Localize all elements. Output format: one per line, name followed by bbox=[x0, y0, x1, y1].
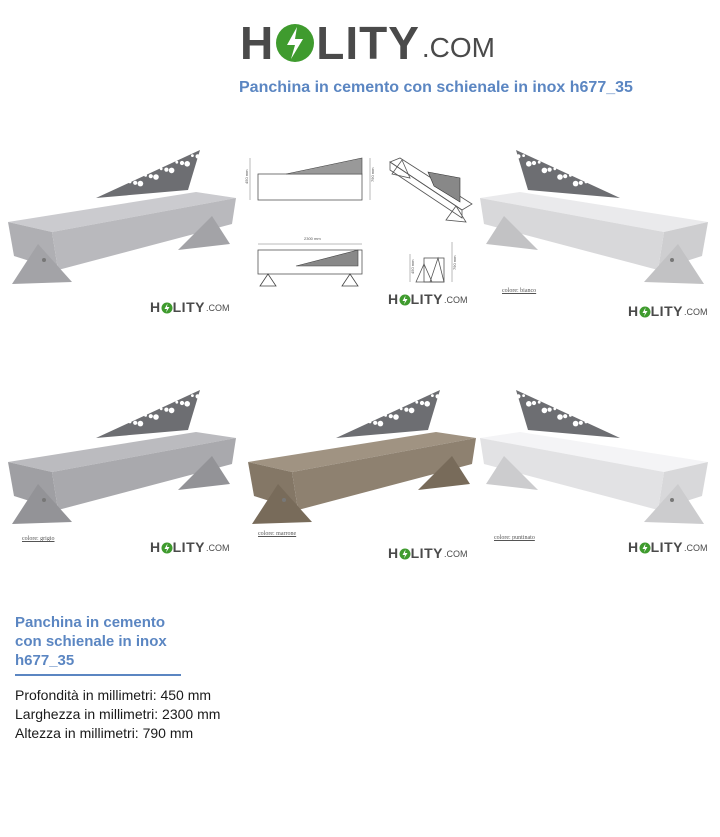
backrest-hole bbox=[538, 401, 541, 404]
backrest-hole bbox=[516, 394, 520, 398]
depth-dimension-label: 450 mm bbox=[244, 169, 249, 184]
logo-letters-lity: LITY bbox=[316, 17, 420, 69]
backrest-hole bbox=[548, 408, 552, 412]
backrest-hole bbox=[175, 401, 178, 404]
logo-letter-h: H bbox=[240, 17, 275, 69]
backrest-hole bbox=[169, 408, 175, 414]
bench-render-image bbox=[0, 372, 236, 542]
backrest-hole bbox=[184, 161, 190, 167]
backrest-hole bbox=[129, 181, 132, 184]
backrest-hole bbox=[516, 154, 520, 158]
backrest-hole bbox=[153, 174, 159, 180]
backrest-hole bbox=[557, 174, 563, 180]
front-height-label: 450 mm bbox=[410, 259, 415, 274]
spec-depth: Profondità in millimetri: 450 mm bbox=[15, 687, 212, 703]
technical-drawing[interactable] bbox=[242, 132, 478, 332]
technical-drawing-image bbox=[242, 132, 478, 302]
backrest-hole bbox=[196, 154, 200, 158]
title-divider bbox=[15, 674, 181, 676]
backrest-hole bbox=[180, 161, 184, 165]
backrest-hole bbox=[557, 414, 563, 420]
backrest-hole bbox=[553, 407, 556, 410]
backrest-panel bbox=[96, 150, 200, 198]
backrest-hole bbox=[184, 401, 190, 407]
backrest-hole bbox=[526, 161, 532, 167]
backrest-hole bbox=[133, 181, 137, 185]
backrest-panel bbox=[516, 150, 620, 198]
backrest-hole bbox=[563, 174, 567, 178]
backrest-hole bbox=[532, 161, 536, 165]
backrest-hole bbox=[409, 408, 415, 414]
backrest-hole bbox=[384, 414, 387, 417]
backrest-hole bbox=[180, 401, 184, 405]
backrest-hole bbox=[522, 394, 525, 397]
bolt bbox=[282, 498, 286, 502]
backrest-hole bbox=[160, 167, 163, 170]
backrest-hole bbox=[569, 174, 572, 177]
backrest-hole bbox=[400, 407, 403, 410]
backrest-hole bbox=[144, 414, 147, 417]
holity-logo[interactable] bbox=[240, 10, 496, 69]
backrest-hole bbox=[393, 414, 399, 420]
backrest-panel bbox=[516, 390, 620, 438]
backrest-hole bbox=[563, 414, 567, 418]
backrest-hole bbox=[164, 168, 168, 172]
backrest-hole bbox=[160, 407, 163, 410]
backrest-hole bbox=[526, 401, 532, 407]
bolt bbox=[42, 258, 46, 262]
backrest-hole bbox=[420, 401, 424, 405]
backrest-hole bbox=[431, 394, 434, 397]
backrest-hole bbox=[542, 168, 548, 174]
backrest-hole bbox=[404, 408, 408, 412]
backrest-hole bbox=[133, 421, 137, 425]
bench-photo-puntinato[interactable] bbox=[480, 372, 716, 572]
bench-photo-marrone[interactable] bbox=[240, 372, 476, 572]
backrest-hole bbox=[573, 421, 579, 427]
backrest-hole bbox=[373, 421, 377, 425]
bench-render-image bbox=[0, 132, 236, 302]
holity-watermark: H LITY .COM bbox=[388, 291, 468, 307]
holity-watermark: H LITY .COM bbox=[628, 303, 708, 319]
color-label: colore: grigio bbox=[22, 536, 55, 542]
backrest-hole bbox=[585, 181, 588, 184]
holity-watermark: H LITY .COM bbox=[150, 299, 230, 315]
backrest-hole bbox=[191, 394, 194, 397]
backrest-hole bbox=[149, 174, 153, 178]
width-dimension-label: 2300 mm bbox=[304, 236, 321, 241]
backrest-hole bbox=[378, 421, 384, 427]
backrest-panel bbox=[336, 390, 440, 438]
product-specs bbox=[15, 686, 220, 743]
holity-watermark: H LITY .COM bbox=[628, 539, 708, 555]
backrest-hole bbox=[436, 394, 440, 398]
logo-suffix: .COM bbox=[421, 32, 496, 63]
image-gallery bbox=[0, 120, 720, 570]
backrest-hole bbox=[553, 167, 556, 170]
bench-render-image bbox=[240, 372, 476, 542]
spec-height: Altezza in millimetri: 790 mm bbox=[15, 725, 194, 741]
spec-width: Larghezza in millimetri: 2300 mm bbox=[15, 706, 221, 722]
backrest-hole bbox=[191, 154, 194, 157]
color-label: colore: bianco bbox=[502, 288, 537, 294]
bench-photo-grigio[interactable] bbox=[0, 372, 236, 572]
backrest-hole bbox=[169, 168, 175, 174]
backrest-hole bbox=[538, 161, 541, 164]
backrest-hole bbox=[579, 421, 583, 425]
bench-render-image bbox=[480, 132, 716, 302]
backrest-hole bbox=[138, 421, 144, 427]
backrest-panel bbox=[96, 390, 200, 438]
bolt bbox=[670, 258, 674, 262]
backrest-hole bbox=[415, 401, 418, 404]
backrest-hole bbox=[153, 414, 159, 420]
bench-photo-bianco[interactable] bbox=[480, 132, 716, 332]
backrest-hole bbox=[138, 181, 144, 187]
backrest-hole bbox=[569, 414, 572, 417]
bolt bbox=[670, 498, 674, 502]
backrest-hole bbox=[532, 401, 536, 405]
backrest-hole bbox=[585, 421, 588, 424]
backrest-hole bbox=[542, 408, 548, 414]
backrest-hole bbox=[424, 401, 430, 407]
bench-photo-1[interactable] bbox=[0, 132, 236, 332]
backrest-hole bbox=[389, 414, 393, 418]
backrest-hole bbox=[164, 408, 168, 412]
holity-watermark: H LITY .COM bbox=[388, 545, 468, 561]
bench-render-image bbox=[480, 372, 716, 542]
product-name: Panchina in cemento con schienale in inox h677_35 bbox=[15, 614, 167, 669]
backrest-hole bbox=[129, 421, 132, 424]
backrest-hole bbox=[522, 154, 525, 157]
color-label: colore: marrone bbox=[258, 531, 297, 537]
height-dimension-label: 790 mm bbox=[370, 167, 375, 182]
page-title: Panchina in cemento con schienale in inox h677_35 bbox=[239, 79, 633, 96]
backrest-hole bbox=[579, 181, 583, 185]
backrest-hole bbox=[144, 174, 147, 177]
backrest-hole bbox=[369, 421, 372, 424]
backrest-hole bbox=[196, 394, 200, 398]
holity-watermark: H LITY .COM bbox=[150, 539, 230, 555]
bolt bbox=[42, 498, 46, 502]
backrest-hole bbox=[149, 414, 153, 418]
backrest-hole bbox=[573, 181, 579, 187]
color-label: colore: puntinato bbox=[494, 535, 535, 541]
backrest-hole bbox=[175, 161, 178, 164]
side-dimension-label: 790 mm bbox=[452, 255, 457, 270]
logo-o-icon bbox=[275, 21, 315, 65]
backrest-hole bbox=[548, 168, 552, 172]
